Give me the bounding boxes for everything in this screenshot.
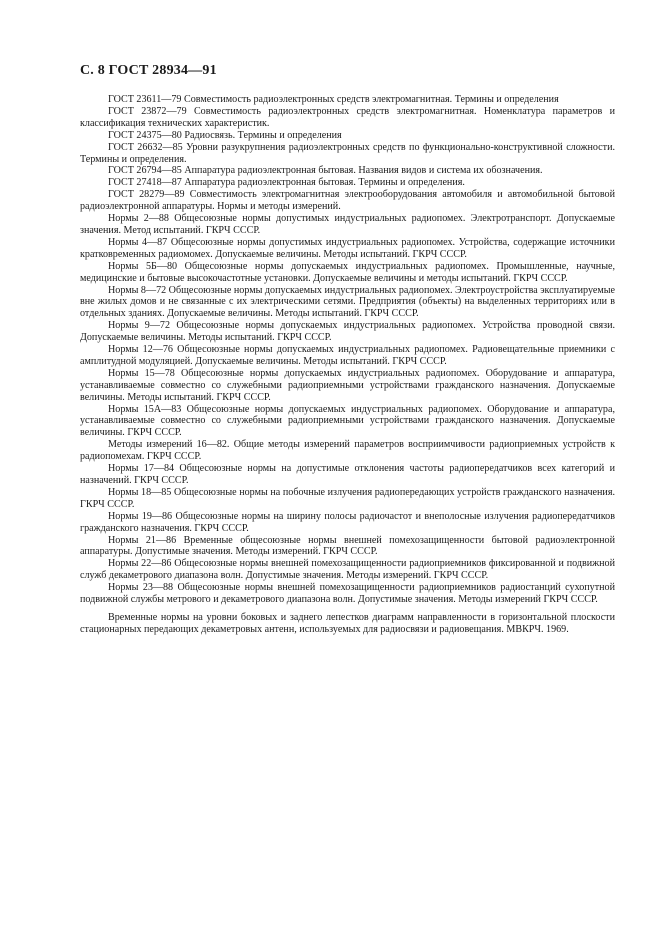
reference-item: ГОСТ 24375—80 Радиосвязь. Термины и определения — [108, 129, 342, 141]
reference-item: ГОСТ 27418—87 Аппаратура радиоэлектронная бытовая. Термины и определения. — [108, 177, 465, 189]
reference-item: Нормы 9—72 Общесоюзные нормы допускаемых индустриальных радиопомех. Устройства проводной связи. Допускаемые величины. Методы испытаний. ГКРЧ СССР. — [80, 320, 615, 344]
reference-item: Нормы 5Б—80 Общесоюзные нормы допускаемых индустриальных радиопомех. Промышленные, научные, медицинские и бытовые высокочастотные установки. Допускаемые величины и методы испытаний. ГКРЧ СССР. — [80, 260, 615, 284]
reference-item: Нормы 15—78 Общесоюзные нормы допускаемых индустриальных радиопомех. Оборудование и аппаратура, устанавливаемые совместно со служебными радиоприемными устройствами гражданского назначения. Допускаемые величины. Методы испытаний. ГКРЧ СССР. — [80, 367, 615, 403]
references-list — [80, 94, 615, 636]
reference-item: Нормы 8—72 Общесоюзные нормы допускаемых индустриальных радиопомех. Электроустройства эксплуатируемые вне жилых домов и не связанные с их электрическими сетями. Предприятия (объекты) на выделенных территориях или в отдельных зданиях. Допускаемые величины. Методы испытаний. ГКРЧ СССР. — [80, 284, 616, 320]
reference-item: ГОСТ 28279—89 Совместимость электромагнитная электрооборудования автомобиля и автомобильной бытовой радиоэлектронной аппаратуры. Нормы и методы измерений. — [80, 189, 615, 213]
reference-item: Нормы 19—86 Общесоюзные нормы на ширину полосы радиочастот и внеполосные излучения радиопередатчиков гражданского назначения. ГКРЧ СССР. — [80, 510, 615, 534]
reference-item: ГОСТ 23872—79 Совместимость радиоэлектронных средств электромагнитная. Номенклатура параметров и классификация технических характеристик. — [80, 105, 615, 129]
reference-item: Нормы 23—88 Общесоюзные нормы внешней помехозащищенности радиоприемников радиостанций сухопутной подвижной службы метрового и декаметрового диапазона волн. Допустимые значения. Методы измерений ГКРЧ СССР. — [80, 582, 615, 606]
reference-item: Нормы 22—86 Общесоюзные нормы внешней помехозащищенности радиоприемников фиксированной и подвижной служб декаметрового диапазона волн. Допустимые значения. Методы измерений. ГКРЧ СССР. — [80, 558, 615, 582]
reference-item: Нормы 12—76 Общесоюзные нормы допускаемых индустриальных радиопомех. Радиовещательные приемники с амплитудной модуляцией. Допускаемые величины. Методы испытаний. ГКРЧ СССР. — [80, 344, 615, 367]
reference-item: Нормы 15А—83 Общесоюзные нормы допускаемых индустриальных радиопомех. Оборудование и аппаратура, устанавливаемые совместно со служебными радиоприемными устройствами гражданского назначения. Допускаемые величины. ГКРЧ СССР. — [80, 403, 615, 439]
reference-item: ГОСТ 26632—85 Уровни разукрупнения радиоэлектронных средств по функционально-конструктивной сложности. Термины и определения. — [80, 141, 615, 165]
reference-item: Нормы 17—84 Общесоюзные нормы на допустимые отклонения частоты радиопередатчиков всех категорий и назначений. ГКРЧ СССР. — [80, 463, 615, 486]
reference-item: ГОСТ 23611—79 Совместимость радиоэлектронных средств электромагнитная. Термины и определения — [108, 94, 559, 105]
reference-item: Нормы 4—87 Общесоюзные нормы допустимых индустриальных радиопомех. Устройства, содержащие источники кратковременных радиомомех. Допускаемые величины. Методы испытаний. ГКРЧ СССР. — [80, 236, 615, 260]
reference-item: Нормы 21—86 Временные общесоюзные нормы внешней помехозащищенности бытовой радиоэлектронной аппаратуры. Допустимые значения. Методы измерений. ГКРЧ СССР. — [80, 534, 615, 558]
reference-item: Временные нормы на уровни боковых и заднего лепестков диаграмм направленности в горизонтальной плоскости стационарных передающих декаметровых антенн, используемых для радиосвязи и радиовещания. МВКРЧ. 1969. — [80, 611, 615, 635]
reference-item: ГОСТ 26794—85 Аппаратура радиоэлектронная бытовая. Названия видов и система их обозначения. — [108, 165, 543, 177]
page-header: С. 8 ГОСТ 28934—91 — [80, 63, 217, 78]
reference-item: Нормы 18—85 Общесоюзные нормы на побочные излучения радиопередающих устройств гражданского назначения. ГКРЧ СССР. — [80, 486, 615, 510]
reference-item: Нормы 2—88 Общесоюзные нормы допустимых индустриальных радиопомех. Электротранспорт. Допускаемые значения. Метод испытаний. ГКРЧ СССР. — [80, 213, 615, 236]
reference-item: Методы измерений 16—82. Общие методы измерений параметров восприимчивости радиоприемных устройств к радиопомехам. ГКРЧ СССР. — [80, 439, 615, 463]
